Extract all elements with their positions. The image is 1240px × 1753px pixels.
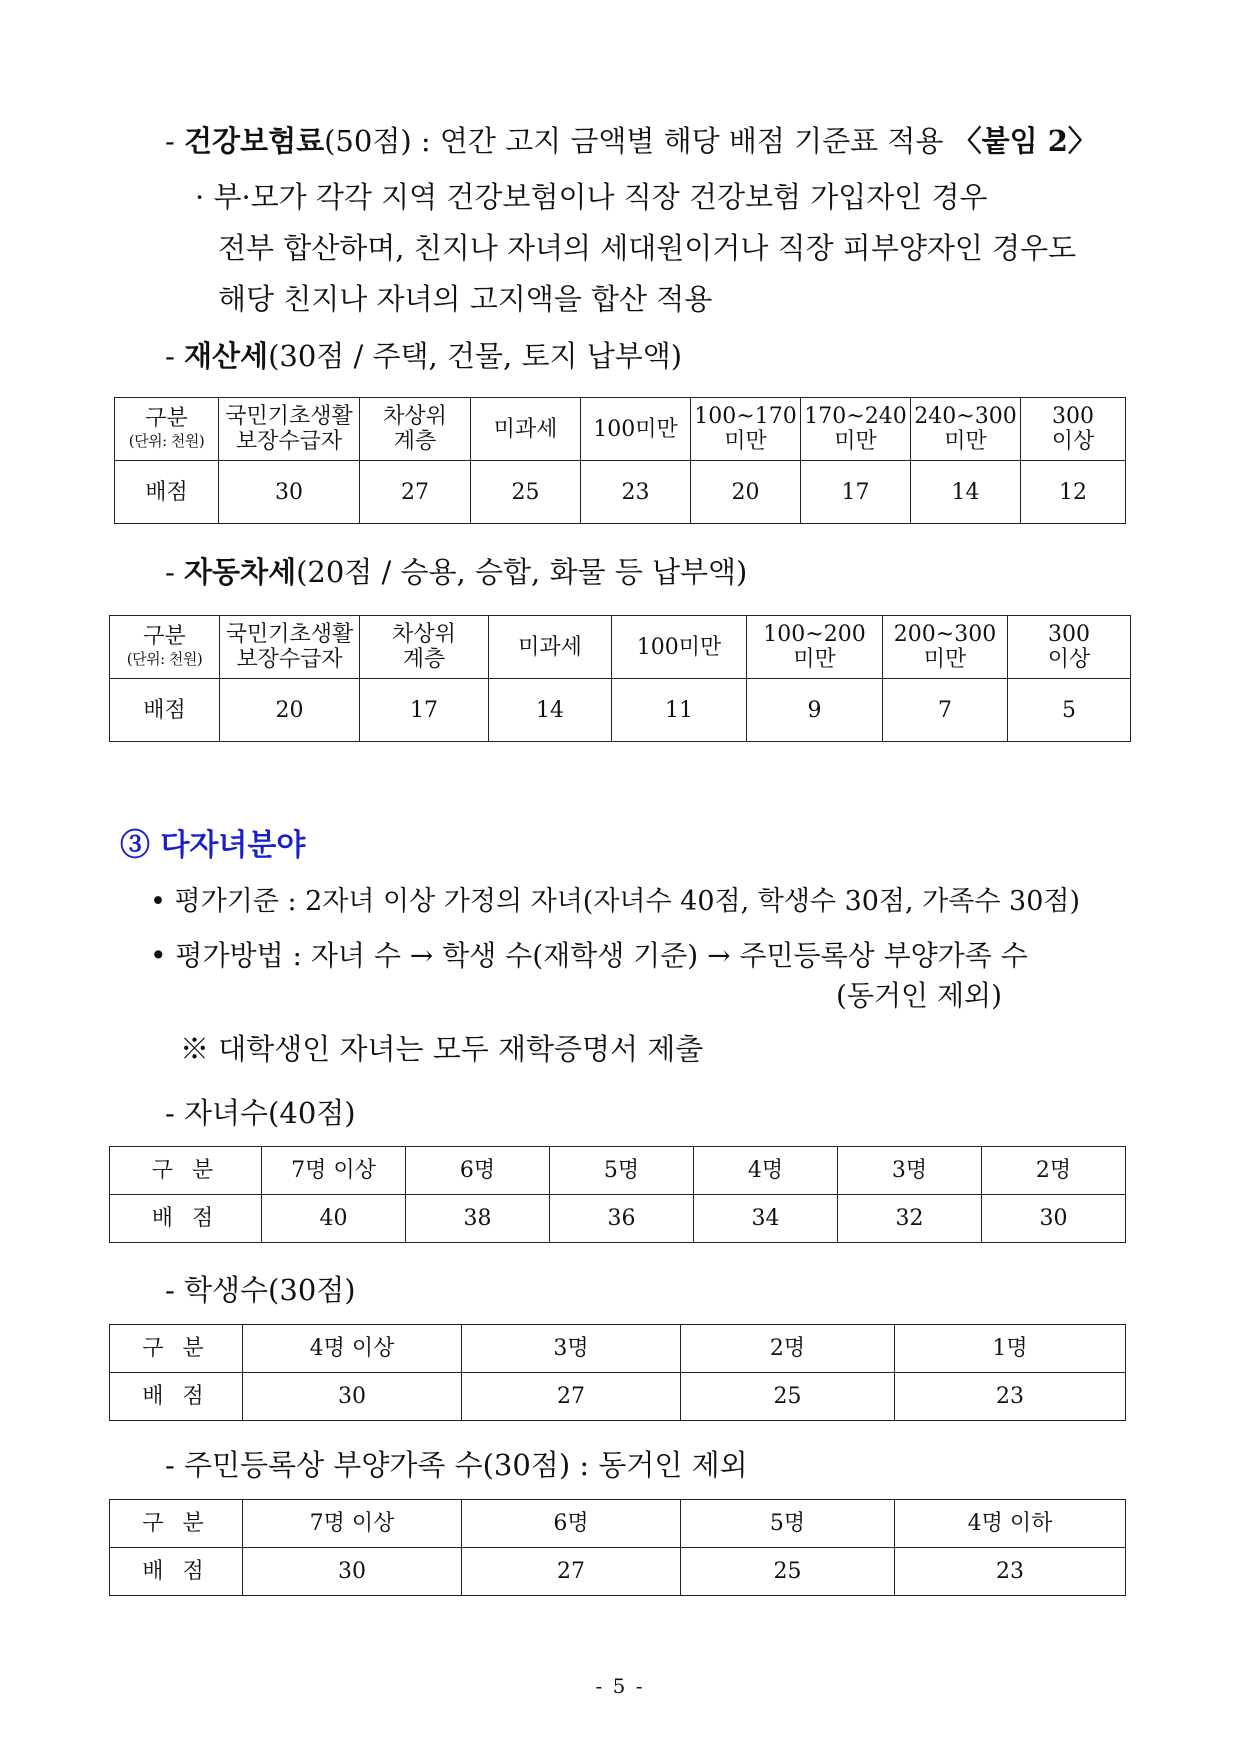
- score-cell: 27: [462, 1548, 681, 1596]
- appendix-reference: 〈붙임 2〉: [952, 124, 1097, 158]
- score-cell: 27: [462, 1373, 681, 1421]
- header-text: 240~300: [914, 404, 1017, 429]
- car-tax-title: 자동차세: [184, 555, 297, 589]
- bullet-dot-icon: •: [150, 886, 166, 917]
- row-label: 배점: [110, 679, 220, 742]
- header-cell: [220, 616, 360, 679]
- score-cell: 40: [262, 1195, 406, 1243]
- health-bullet-line-1: [195, 177, 988, 217]
- multichild-heading: [120, 826, 305, 866]
- row-label: 구 분: [110, 1500, 243, 1548]
- header-text: 보장수급자: [236, 647, 343, 672]
- header-row: [110, 1500, 1126, 1548]
- score-cell: 17: [801, 461, 911, 524]
- health-insurance-title: 건강보험료: [184, 124, 325, 158]
- header-cell: [1008, 616, 1131, 679]
- dependents-table: [109, 1499, 1126, 1596]
- score-cell: 30: [219, 461, 360, 524]
- header-text: 170~240: [804, 404, 907, 429]
- note-line: ※ 대학생인 자녀는 모두 재학증명서 제출: [180, 1032, 704, 1066]
- unit-label: (단위: 천원): [126, 650, 203, 668]
- header-text: 차상위: [383, 404, 447, 429]
- score-row: [110, 679, 1131, 742]
- row-label: 구 분: [110, 1147, 262, 1195]
- circled-three-icon: ③: [120, 828, 150, 863]
- score-row: [115, 461, 1126, 524]
- header-text: 미만: [793, 647, 836, 672]
- score-cell: 12: [1021, 461, 1126, 524]
- header-row: [115, 398, 1126, 461]
- header-cell: 4명: [694, 1147, 838, 1195]
- header-cell: 5명: [681, 1500, 895, 1548]
- property-tax-table: [114, 397, 1126, 524]
- score-cell: 11: [612, 679, 747, 742]
- row-label: 구 분: [110, 1325, 243, 1373]
- header-cell: [691, 398, 801, 461]
- header-text: 300: [1052, 404, 1094, 429]
- score-row: [110, 1548, 1126, 1596]
- unit-label: (단위: 천원): [128, 432, 205, 450]
- header-text: 미과세: [518, 634, 582, 660]
- header-cell: [801, 398, 911, 461]
- header-cell: [219, 398, 360, 461]
- score-cell: 25: [681, 1548, 895, 1596]
- method-line: [150, 936, 1028, 976]
- score-cell: 23: [895, 1373, 1126, 1421]
- corner-label: 구분: [145, 406, 188, 431]
- score-cell: 30: [243, 1548, 462, 1596]
- header-cell: [489, 616, 612, 679]
- header-cell: [471, 398, 581, 461]
- score-cell: 27: [360, 461, 471, 524]
- dash: -: [165, 339, 175, 373]
- dash: -: [165, 124, 175, 158]
- score-cell: 7: [883, 679, 1008, 742]
- header-text: 100~200: [763, 622, 866, 647]
- property-tax-title: 재산세: [184, 339, 269, 373]
- header-text: 100미만: [593, 416, 678, 442]
- header-cell: [360, 398, 471, 461]
- score-cell: 36: [550, 1195, 694, 1243]
- score-cell: 30: [243, 1373, 462, 1421]
- row-label: 배 점: [110, 1195, 262, 1243]
- health-bullet-line-2: 전부 합산하며, 친지나 자녀의 세대원이거나 직장 피부양자인 경우도: [218, 231, 1077, 265]
- score-cell: 9: [747, 679, 883, 742]
- header-text: 미만: [724, 429, 767, 454]
- header-text: 국민기초생활: [225, 404, 353, 429]
- score-cell: 23: [895, 1548, 1126, 1596]
- header-cell: 2명: [982, 1147, 1126, 1195]
- header-cell: 7명 이상: [262, 1147, 406, 1195]
- header-cell: [911, 398, 1021, 461]
- corner-label: 구분: [143, 624, 186, 649]
- header-text: 미만: [944, 429, 987, 454]
- score-cell: 34: [694, 1195, 838, 1243]
- header-cell: [360, 616, 489, 679]
- header-cell: [1021, 398, 1126, 461]
- header-text: 100~170: [694, 404, 797, 429]
- score-cell: 32: [838, 1195, 982, 1243]
- health-insurance-desc: (50점) : 연간 고지 금액별 해당 배점 기준표 적용: [324, 124, 953, 158]
- score-cell: 17: [360, 679, 489, 742]
- corner-cell: [110, 616, 220, 679]
- health-bullet-line-3: 해당 친지나 자녀의 고지액을 합산 적용: [218, 282, 713, 316]
- header-text: 100미만: [636, 634, 722, 660]
- header-text: 국민기초생활: [225, 622, 354, 647]
- header-row: [110, 1325, 1126, 1373]
- students-table: [109, 1324, 1126, 1421]
- header-cell: [581, 398, 691, 461]
- header-cell: [883, 616, 1008, 679]
- criteria-line: [150, 882, 1080, 922]
- criteria-text: 평가기준 : 2자녀 이상 가정의 자녀(자녀수 40점, 학생수 30점, 가족수 30점): [174, 886, 1080, 917]
- children-table: [109, 1146, 1126, 1243]
- header-row: [110, 1147, 1126, 1195]
- property-tax-desc: (30점 / 주택, 건물, 토지 납부액): [268, 339, 683, 373]
- header-text: 계층: [393, 429, 437, 454]
- header-text: 미만: [834, 429, 877, 454]
- header-cell: 6명: [462, 1500, 681, 1548]
- score-row: [110, 1195, 1126, 1243]
- health-insurance-line: [165, 121, 1097, 161]
- header-text: 계층: [402, 647, 446, 672]
- header-text: 300: [1048, 622, 1090, 647]
- score-cell: 20: [691, 461, 801, 524]
- header-cell: 7명 이상: [243, 1500, 462, 1548]
- score-cell: 38: [406, 1195, 550, 1243]
- score-cell: 14: [489, 679, 612, 742]
- multichild-heading-text: 다자녀분야: [160, 828, 306, 863]
- score-cell: 20: [220, 679, 360, 742]
- row-label: 배 점: [110, 1373, 243, 1421]
- score-cell: 5: [1008, 679, 1131, 742]
- children-label: - 자녀수(40점): [165, 1096, 356, 1130]
- car-tax-line: [165, 552, 747, 592]
- students-label: - 학생수(30점): [165, 1273, 356, 1307]
- header-text: 이상: [1047, 647, 1091, 672]
- header-row: [110, 616, 1131, 679]
- car-tax-desc: (20점 / 승용, 승합, 화물 등 납부액): [296, 555, 748, 589]
- score-row: [110, 1373, 1126, 1421]
- dash: -: [165, 555, 175, 589]
- score-cell: 25: [681, 1373, 895, 1421]
- header-cell: [612, 616, 747, 679]
- header-cell: [747, 616, 883, 679]
- header-cell: 4명 이하: [895, 1500, 1126, 1548]
- header-text: 보장수급자: [235, 429, 343, 454]
- bullet-dot-icon: ·: [195, 180, 205, 214]
- header-cell: 3명: [462, 1325, 681, 1373]
- health-bullet-text-1: 부·모가 각각 지역 건강보험이나 직장 건강보험 가입자인 경우: [213, 180, 988, 214]
- header-text: 이상: [1051, 429, 1095, 454]
- row-label: 배점: [115, 461, 219, 524]
- header-text: 200~300: [893, 622, 997, 647]
- bullet-dot-icon: •: [150, 939, 167, 972]
- header-text: 미과세: [493, 416, 558, 442]
- header-cell: 5명: [550, 1147, 694, 1195]
- header-cell: 4명 이상: [243, 1325, 462, 1373]
- corner-cell: [115, 398, 219, 461]
- score-cell: 23: [581, 461, 691, 524]
- dependents-label: - 주민등록상 부양가족 수(30점) : 동거인 제외: [165, 1448, 748, 1482]
- method-text: 평가방법 : 자녀 수 → 학생 수(재학생 기준) → 주민등록상 부양가족 수: [175, 939, 1028, 972]
- page-number: - 5 -: [595, 1674, 645, 1698]
- header-cell: 6명: [406, 1147, 550, 1195]
- score-cell: 30: [982, 1195, 1126, 1243]
- property-tax-line: [165, 336, 682, 376]
- row-label: 배 점: [110, 1548, 243, 1596]
- header-cell: 1명: [895, 1325, 1126, 1373]
- score-cell: 25: [471, 461, 581, 524]
- method-line-2: (동거인 제외): [836, 979, 1002, 1012]
- score-cell: 14: [911, 461, 1021, 524]
- header-text: 미만: [923, 647, 967, 672]
- header-cell: 2명: [681, 1325, 895, 1373]
- header-text: 차상위: [392, 622, 456, 647]
- header-cell: 3명: [838, 1147, 982, 1195]
- car-tax-table: [109, 615, 1131, 742]
